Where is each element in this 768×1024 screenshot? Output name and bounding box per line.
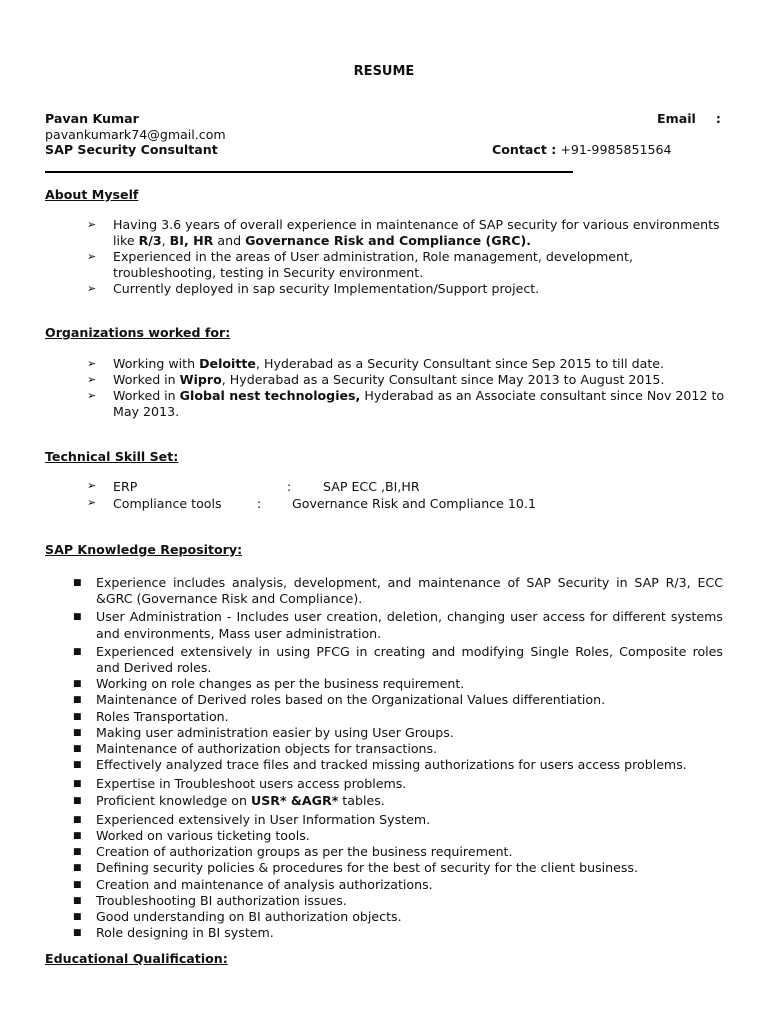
list-item: ■ Experienced extensively in User Information System. [73, 811, 431, 827]
email-colon: : [715, 111, 721, 126]
list-item: ■ Maintenance of Derived roles based on the Organizational Values differentiation. [73, 692, 606, 708]
header-left [45, 111, 226, 158]
organizations-list [45, 356, 725, 420]
repository-list [45, 575, 723, 941]
skills-table [45, 479, 725, 512]
organizations-heading: Organizations worked for: [45, 325, 231, 340]
arrow-bullet-icon: ➢ [87, 479, 97, 492]
skill-sep: : [257, 495, 262, 511]
arrow-bullet-icon: ➢ [87, 250, 97, 263]
square-bullet-icon: ■ [73, 679, 82, 690]
list-item: ■ Roles Transportation. [73, 708, 229, 724]
square-bullet-icon: ■ [73, 711, 82, 722]
list-item: ➢ Having 3.6 years of overall experience in maintenance of SAP security for various environments like R/3, BI, HR and Governance Risk and Compliance (GRC). [87, 217, 720, 248]
list-item: ■ Worked on various ticketing tools. [73, 828, 310, 844]
about-list [45, 217, 725, 297]
list-item: ➢ Worked in Global nest technologies, Hyderabad as an Associate consultant since Nov 2012 to May 2013. [87, 388, 725, 419]
square-bullet-icon: ■ [73, 928, 82, 939]
arrow-bullet-icon: ➢ [87, 357, 97, 370]
arrow-bullet-icon: ➢ [87, 495, 97, 509]
skill-value: Governance Risk and Compliance 10.1 [292, 495, 536, 511]
arrow-bullet-icon: ➢ [87, 218, 97, 231]
square-bullet-icon: ■ [73, 814, 82, 825]
email-label-row [657, 111, 721, 126]
square-bullet-icon: ■ [73, 760, 82, 771]
square-bullet-icon: ■ [73, 779, 82, 790]
page-title: RESUME [353, 64, 415, 79]
arrow-bullet-icon: ➢ [87, 373, 97, 386]
skill-value: SAP ECC ,BI,HR [323, 479, 420, 494]
square-bullet-icon: ■ [73, 695, 82, 706]
square-bullet-icon: ■ [73, 895, 82, 906]
square-bullet-icon: ■ [73, 831, 82, 842]
square-bullet-icon: ■ [73, 879, 82, 890]
list-item: ■ Creation and maintenance of analysis authorizations. [73, 876, 433, 892]
list-item: ■ Making user administration easier by using User Groups. [73, 724, 454, 740]
contact-value: +91-9985851564 [560, 142, 672, 157]
square-bullet-icon: ■ [73, 795, 82, 806]
skill-row [45, 496, 725, 513]
contact-label: Contact : [492, 142, 557, 157]
list-item: ■ User Administration - Includes user creation, deletion, changing user access for different systems and environments, Mass user administration. [73, 609, 723, 641]
repository-heading: SAP Knowledge Repository: [45, 542, 243, 557]
square-bullet-icon: ■ [73, 727, 82, 738]
list-item: ■ Experienced extensively in using PFCG in creating and modifying Single Roles, Composite roles and Derived roles. [73, 643, 723, 676]
arrow-bullet-icon: ➢ [87, 282, 97, 295]
skill-row [45, 479, 725, 496]
list-item: ■ Troubleshooting BI authorization issues. [73, 892, 347, 908]
email-label: Email [657, 111, 696, 126]
square-bullet-icon: ■ [73, 578, 82, 588]
list-item: ■ Experience includes analysis, development, and maintenance of SAP Security in SAP R/3, ECC &GRC (Governance Risk and Compliance). [73, 575, 723, 607]
list-item: ■ Creation of authorization groups as per the business requirement. [73, 844, 513, 860]
skill-sep: : [287, 479, 292, 494]
list-item: ■ Proficient knowledge on USR* &AGR* tables. [73, 792, 385, 808]
list-item: ■ Role designing in BI system. [73, 925, 274, 941]
list-item: ■ Working on role changes as per the business requirement. [73, 676, 465, 692]
candidate-name: Pavan Kumar [45, 111, 139, 126]
list-item: ■ Good understanding on BI authorization objects. [73, 909, 402, 925]
contact-row [492, 142, 672, 157]
list-item: ➢ Currently deployed in sap security Implementation/Support project. [87, 281, 540, 296]
square-bullet-icon: ■ [73, 912, 82, 923]
square-bullet-icon: ■ [73, 847, 82, 858]
list-item: ➢ Experienced in the areas of User administration, Role management, development, troubleshooting, testing in Security environment. [87, 249, 633, 280]
square-bullet-icon: ■ [73, 612, 82, 623]
header-divider [45, 171, 573, 173]
skill-label: Compliance tools [113, 495, 222, 511]
about-heading: About Myself [45, 187, 139, 202]
list-item: ■ Expertise in Troubleshoot users access problems. [73, 776, 407, 792]
email-address: pavankumark74@gmail.com [45, 126, 226, 142]
list-item: ➢ Working with Deloitte, Hyderabad as a Security Consultant since Sep 2015 to till date. [87, 356, 665, 371]
list-item: ■ Maintenance of authorization objects for transactions. [73, 741, 438, 757]
square-bullet-icon: ■ [73, 646, 82, 657]
list-item: ■ Effectively analyzed trace files and tracked missing authorizations for users access problems. [73, 757, 687, 773]
square-bullet-icon: ■ [73, 744, 82, 755]
skill-label: ERP [113, 479, 138, 494]
list-item: ➢ Worked in Wipro, Hyderabad as a Security Consultant since May 2013 to August 2015. [87, 372, 665, 387]
list-item: ■ Defining security policies & procedures for the best of security for the client business. [73, 860, 638, 876]
arrow-bullet-icon: ➢ [87, 389, 97, 402]
education-heading: Educational Qualification: [45, 951, 228, 966]
square-bullet-icon: ■ [73, 863, 82, 874]
skills-heading: Technical Skill Set: [45, 449, 179, 464]
designation: SAP Security Consultant [45, 142, 218, 157]
